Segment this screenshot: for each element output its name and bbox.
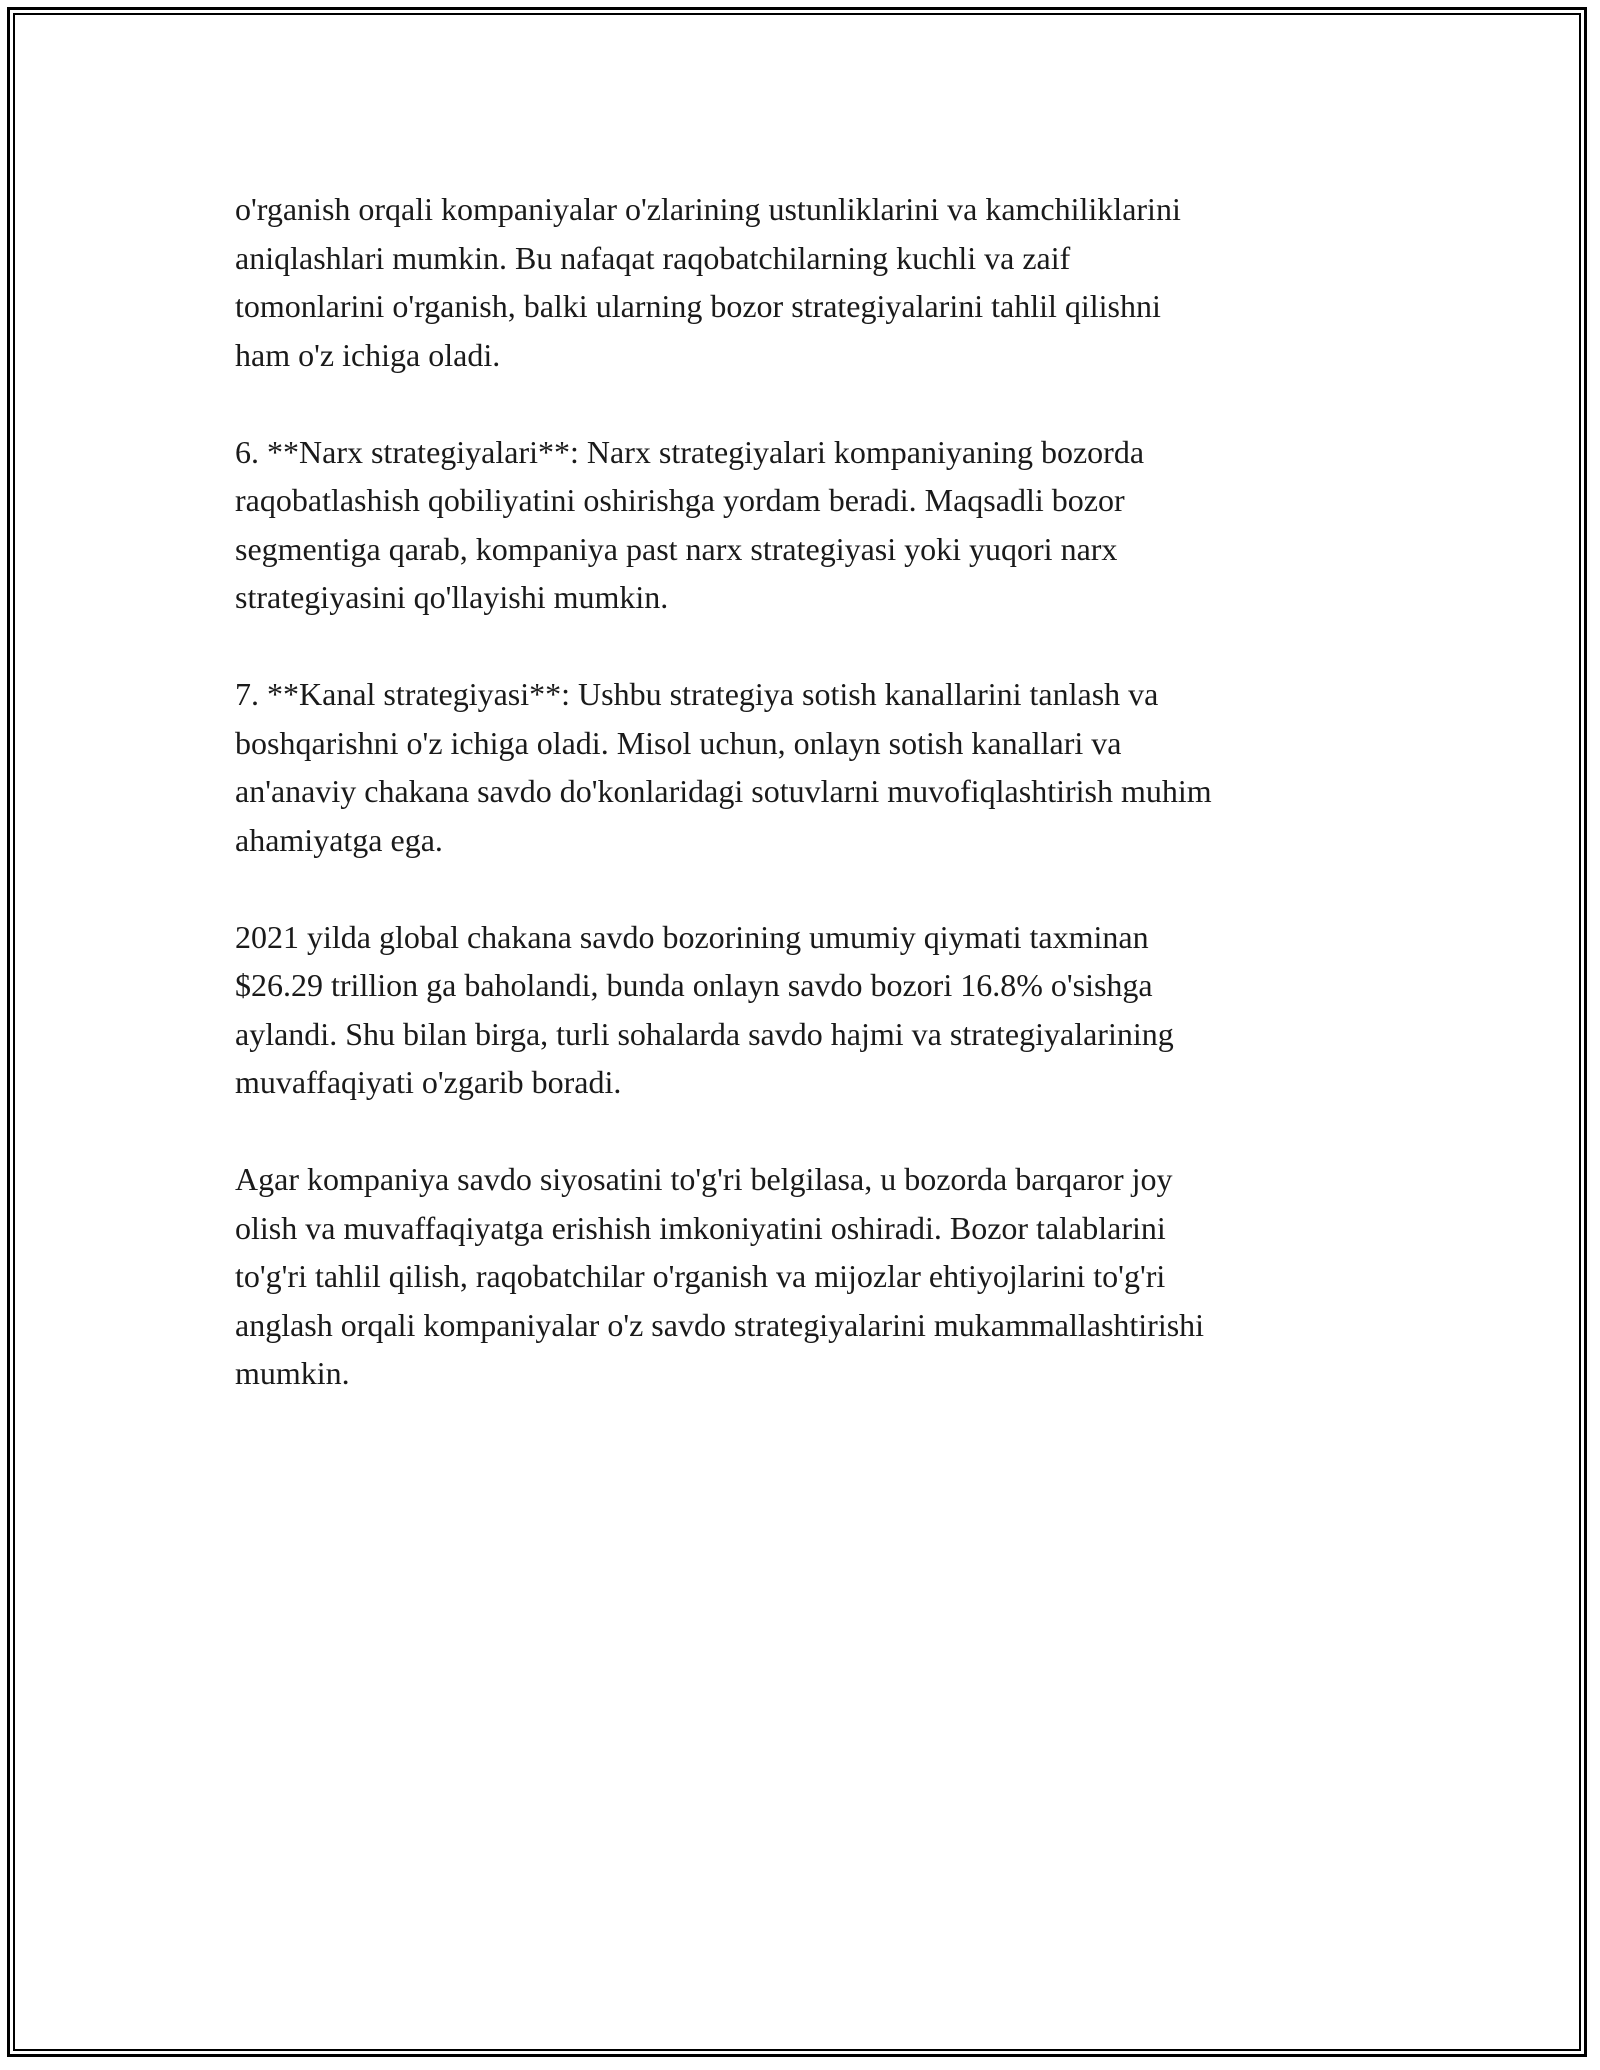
paragraph-market-statistics: 2021 yilda global chakana savdo bozorining umumiy qiymati taxminan $26.29 trillion ga baholandi, bunda onlayn savdo bozori 16.8% o'sishga aylandi. Shu bilan birga, turli sohalarda savdo hajmi va strategiyalarining muvaffaqiyati o'zgarib boradi. bbox=[235, 918, 1174, 1100]
paragraph-competitor-analysis: o'rganish orqali kompaniyalar o'zlarining ustunliklarini va kamchiliklarini aniqlashlari mumkin. Bu nafaqat raqobatchilarning kuchli va zaif tomonlarini o'rganish, balki ularning bozor strategiyalarini tahlil qilishni ham o'z ichiga oladi. bbox=[235, 191, 1181, 373]
paragraph-channel-strategy: 7. **Kanal strategiyasi**: Ushbu strategiya sotish kanallarini tanlash va boshqarishni o'z ichiga oladi. Misol uchun, onlayn sotish kanallari va an'anaviy chakana savdo do'konlaridagi sotuvlarni muvofiqlashtirish muhim ahamiyatga ega. bbox=[235, 676, 1212, 858]
document-body bbox=[235, 185, 1385, 1398]
paragraph-conclusion: Agar kompaniya savdo siyosatini to'g'ri belgilasa, u bozorda barqaror joy olish va muvaffaqiyatga erishish imkoniyatini oshiradi. Bozor talablarini to'g'ri tahlil qilish, raqobatchilar o'rganish va mijozlar ehtiyojlarini to'g'ri anglash orqali kompaniyalar o'z savdo strategiyalarini mukammallashtirishi mumkin. bbox=[235, 1161, 1205, 1391]
paragraph-price-strategies: 6. **Narx strategiyalari**: Narx strategiyalari kompaniyaning bozorda raqobatlashish qobiliyatini oshirishga yordam beradi. Maqsadli bozor segmentiga qarab, kompaniya past narx strategiyasi yoki yuqori narx strategiyasini qo'llayishi mumkin. bbox=[235, 433, 1145, 615]
